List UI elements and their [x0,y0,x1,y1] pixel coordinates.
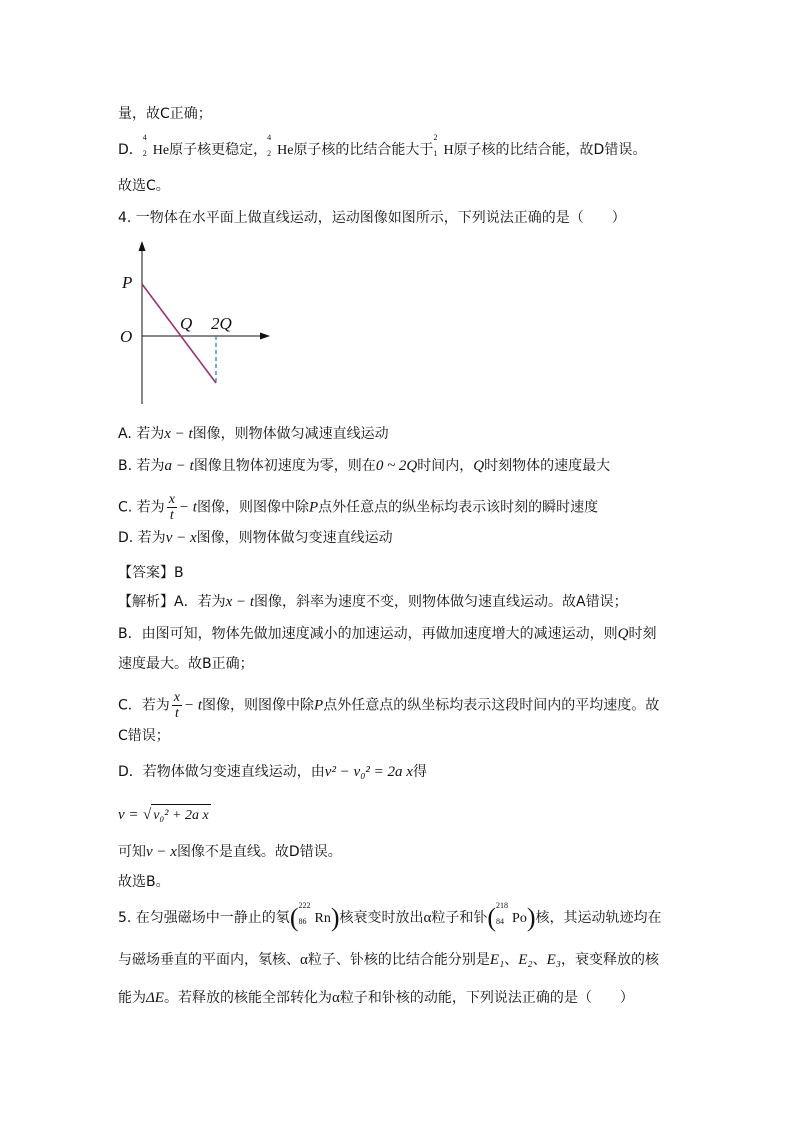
text-segment: D． [118,142,143,158]
text-line: 故选B。 [118,874,170,890]
label-p: P [122,273,133,292]
answer: 【答案】B [118,565,184,581]
text-line: 量，故C正确； [118,106,212,122]
helium-nuclide: 4 2 He [142,133,170,158]
text-line: C错误； [118,728,170,744]
question-5: 5. 在匀强磁场中一静止的氡( 222 86 Rn)核衰变时放出α粒子和钋( 218 84 Po)核，其运动轨迹均在 [118,901,662,932]
option-b: B. 若为a − t图像且物体初速度为零，则在0 ~ 2Q时间内，Q时刻物体的速度最大 [118,458,611,474]
x-axis-arrow [260,333,270,340]
text-segment: 原子核的比结合能大于 [293,142,434,158]
label-2q: 2Q [211,314,232,333]
sqrt-equation: v = √ v₀² + 2a x [118,804,211,826]
text-line: 速度最大。故B正确； [118,656,254,672]
square-root: √ v₀² + 2a x [143,804,211,826]
helium-nuclide: 4 2 He [267,133,294,158]
explanation-b: B．由图可知，物体先做加速度减小的加速运动，再做加速度增大的减速运动，则Q时刻 [118,626,657,642]
label-o: O [120,327,133,346]
radon-nuclide: 222 86 Rn [298,901,331,926]
motion-graph [112,238,282,408]
label-q: Q [180,314,193,333]
text-line: 可知v − x图像不是直线。故D错误。 [118,844,342,860]
y-axis-arrow [139,241,146,251]
text-segment: 原子核更稳定， [169,142,268,158]
graph-line [142,284,216,383]
text-segment: 原子核的比结合能，故D错误。 [453,142,647,158]
option-a: A. 若为x − t图像，则物体做匀减速直线运动 [118,426,389,442]
text-line [118,133,647,161]
explanation-a: 【解析】A．若为x − t图像，斜率为速度不变，则物体做匀速直线运动。故A错误； [118,594,628,610]
explanation-c: C．若为 $\frac{x}{t}$ − t图像，则图像中除P点外任意点的纵坐标均表示这段时间内的平均速度。故 [118,690,660,721]
fraction: $\frac{x}{t}$ [168,492,175,523]
option-d: D. 若为v − x图像，则物体做匀变速直线运动 [118,530,393,546]
text-line: 与磁场垂直的平面内，氡核、α粒子、钋核的比结合能分别是E₁、E₂、E₃，衰变释放的核 [118,952,660,968]
text-line: 故选C。 [118,178,170,194]
option-c: C. 若为 $\frac{x}{t}$ − t图像，则图像中除P点外任意点的纵坐标均表示该时刻的瞬时速度 [118,492,599,523]
question-4: 4. 一物体在水平面上做直线运动，运动图像如图所示，下列说法正确的是（ ） [118,210,626,226]
text-line: 能为ΔE。若释放的核能全部转化为α粒子和钋核的动能，下列说法正确的是（ ） [118,990,634,1006]
polonium-nuclide: 218 84 Po [496,901,527,926]
fraction: $\frac{x}{t}$ [173,690,180,721]
explanation-d: D．若物体做匀变速直线运动，由v² − v₀² = 2a x得 [118,764,427,780]
deuterium-nuclide: 2 1 H [433,133,454,158]
